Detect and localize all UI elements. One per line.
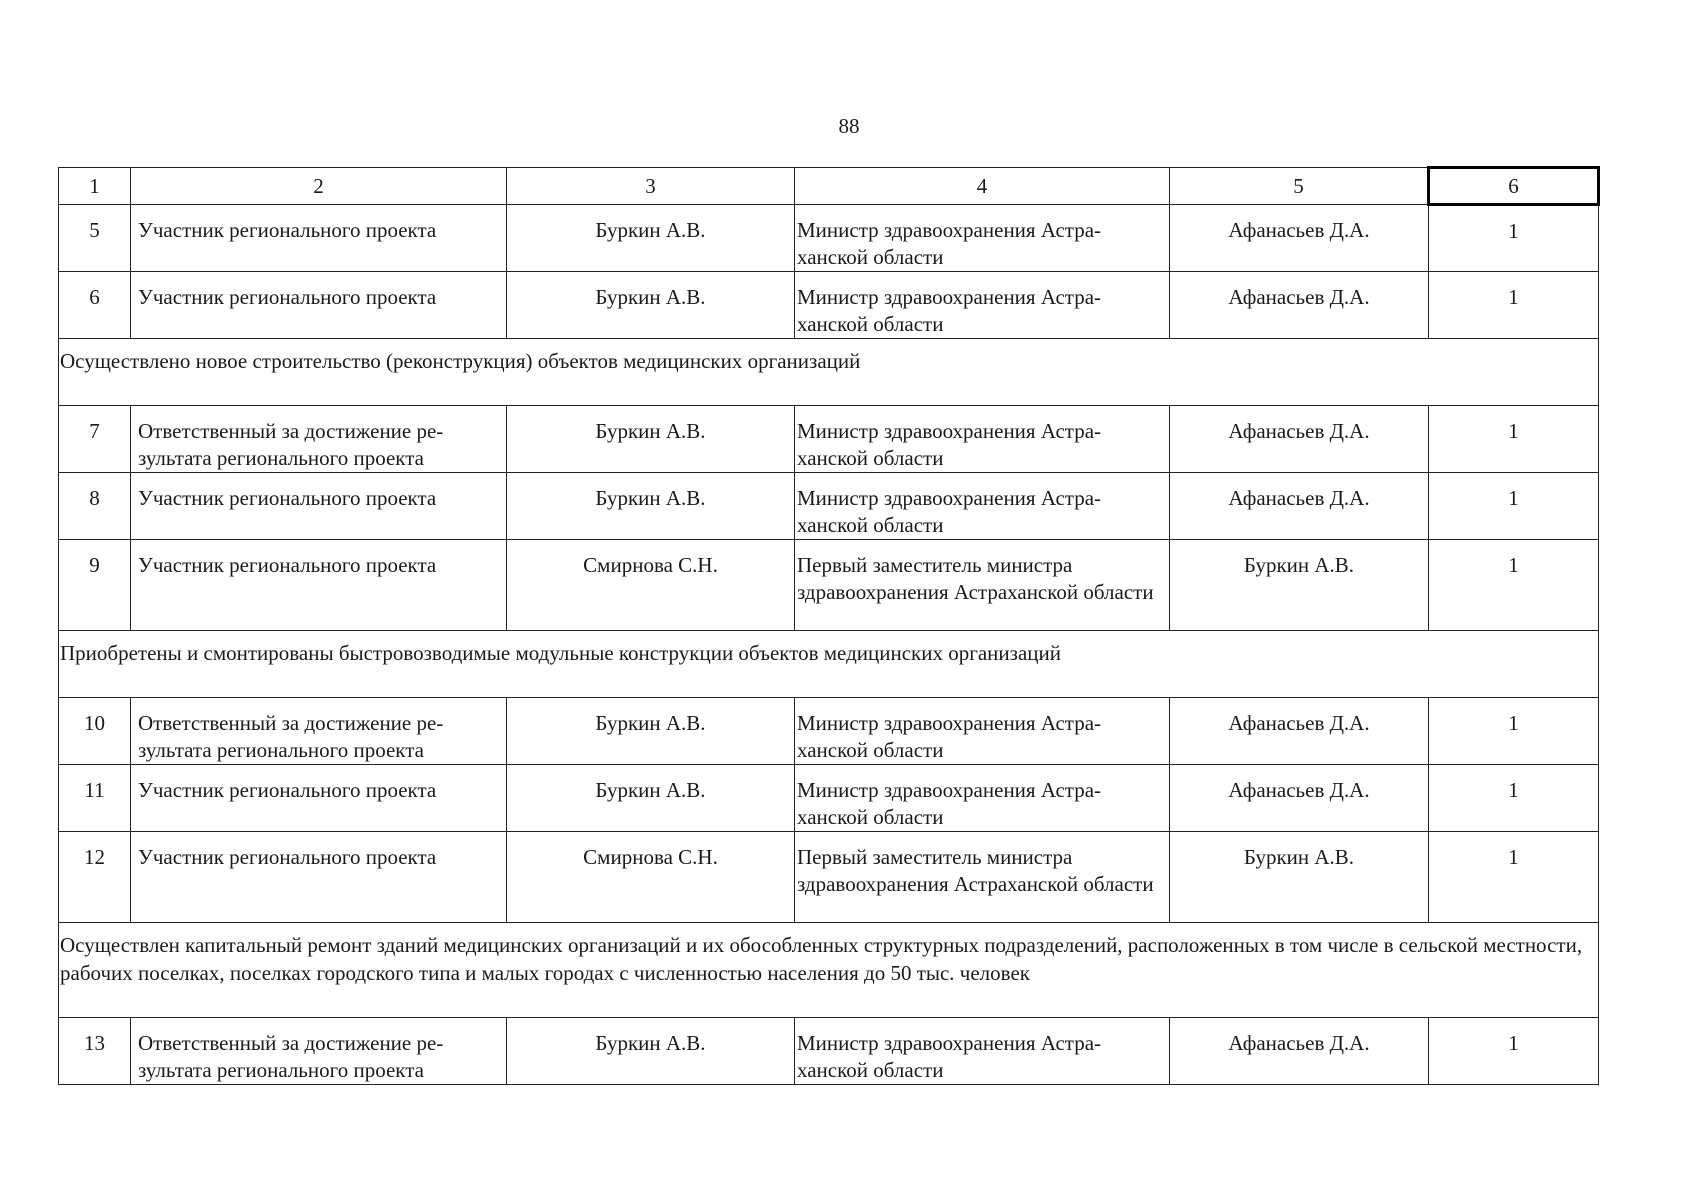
superior-cell: Афанасьев Д.А. bbox=[1170, 205, 1429, 272]
table-row bbox=[59, 473, 1599, 540]
superior-cell: Афанасьев Д.А. bbox=[1170, 1018, 1429, 1085]
header-cell-3: 3 bbox=[507, 168, 795, 205]
superior-cell: Буркин А.В. bbox=[1170, 540, 1429, 631]
table-row bbox=[59, 765, 1599, 832]
post-cell: Первый заместитель министра здравоохранения Астраханской области bbox=[795, 540, 1170, 631]
row-number: 11 bbox=[59, 765, 131, 832]
role-cell: Участник регионального проекта bbox=[131, 832, 507, 923]
role-cell: Участник регионального проекта bbox=[131, 765, 507, 832]
header-cell-6: 6 bbox=[1429, 168, 1599, 205]
row-number: 13 bbox=[59, 1018, 131, 1085]
person-cell: Буркин А.В. bbox=[507, 406, 795, 473]
value-cell: 1 bbox=[1429, 765, 1599, 832]
value-cell: 1 bbox=[1429, 406, 1599, 473]
role-cell: Ответственный за достижение ре-зультата регионального проекта bbox=[131, 698, 507, 765]
person-cell: Буркин А.В. bbox=[507, 698, 795, 765]
row-number: 8 bbox=[59, 473, 131, 540]
row-number: 6 bbox=[59, 272, 131, 339]
role-cell: Ответственный за достижение ре-зультата регионального проекта bbox=[131, 406, 507, 473]
value-cell: 1 bbox=[1429, 540, 1599, 631]
superior-cell: Буркин А.В. bbox=[1170, 832, 1429, 923]
superior-cell: Афанасьев Д.А. bbox=[1170, 406, 1429, 473]
superior-cell: Афанасьев Д.А. bbox=[1170, 765, 1429, 832]
value-cell: 1 bbox=[1429, 698, 1599, 765]
header-cell-1: 1 bbox=[59, 168, 131, 205]
table-row bbox=[59, 272, 1599, 339]
person-cell: Буркин А.В. bbox=[507, 765, 795, 832]
superior-cell: Афанасьев Д.А. bbox=[1170, 272, 1429, 339]
header-cell-4: 4 bbox=[795, 168, 1170, 205]
value-cell: 1 bbox=[1429, 473, 1599, 540]
role-cell: Участник регионального проекта bbox=[131, 205, 507, 272]
superior-cell: Афанасьев Д.А. bbox=[1170, 473, 1429, 540]
header-cell-2: 2 bbox=[131, 168, 507, 205]
role-cell: Участник регионального проекта bbox=[131, 540, 507, 631]
row-number: 12 bbox=[59, 832, 131, 923]
value-cell: 1 bbox=[1429, 205, 1599, 272]
person-cell: Буркин А.В. bbox=[507, 473, 795, 540]
post-cell: Министр здравоохранения Астра-ханской области bbox=[795, 698, 1170, 765]
section-heading: Осуществлен капитальный ремонт зданий медицинских организаций и их обособленных структурных подразделений, расположенных в том числе в сельской местности, рабочих поселках, поселках городского типа и малых городах с численностью населения до 50 тыс. человек bbox=[59, 923, 1599, 1018]
header-row bbox=[59, 168, 1599, 205]
value-cell: 1 bbox=[1429, 1018, 1599, 1085]
page-number: 88 bbox=[838, 114, 860, 138]
row-number: 7 bbox=[59, 406, 131, 473]
value-cell: 1 bbox=[1429, 832, 1599, 923]
post-cell: Министр здравоохранения Астра-ханской области bbox=[795, 205, 1170, 272]
section-row bbox=[59, 923, 1599, 1018]
role-cell: Участник регионального проекта bbox=[131, 473, 507, 540]
role-cell: Участник регионального проекта bbox=[131, 272, 507, 339]
row-number: 5 bbox=[59, 205, 131, 272]
role-cell: Ответственный за достижение ре-зультата регионального проекта bbox=[131, 1018, 507, 1085]
post-cell: Министр здравоохранения Астра-ханской области bbox=[795, 1018, 1170, 1085]
table-row bbox=[59, 1018, 1599, 1085]
section-row bbox=[59, 339, 1599, 406]
header-cell-5: 5 bbox=[1170, 168, 1429, 205]
row-number: 10 bbox=[59, 698, 131, 765]
table-row bbox=[59, 698, 1599, 765]
person-cell: Буркин А.В. bbox=[507, 272, 795, 339]
person-cell: Буркин А.В. bbox=[507, 1018, 795, 1085]
person-cell: Буркин А.В. bbox=[507, 205, 795, 272]
table-row bbox=[59, 406, 1599, 473]
person-cell: Смирнова С.Н. bbox=[507, 832, 795, 923]
value-cell: 1 bbox=[1429, 272, 1599, 339]
responsibility-table bbox=[58, 166, 1600, 1085]
section-row bbox=[59, 631, 1599, 698]
post-cell: Первый заместитель министра здравоохранения Астраханской области bbox=[795, 832, 1170, 923]
post-cell: Министр здравоохранения Астра-ханской области bbox=[795, 406, 1170, 473]
person-cell: Смирнова С.Н. bbox=[507, 540, 795, 631]
superior-cell: Афанасьев Д.А. bbox=[1170, 698, 1429, 765]
section-heading: Приобретены и смонтированы быстровозводимые модульные конструкции объектов медицинских организаций bbox=[59, 631, 1599, 698]
table-row bbox=[59, 205, 1599, 272]
post-cell: Министр здравоохранения Астра-ханской области bbox=[795, 473, 1170, 540]
post-cell: Министр здравоохранения Астра-ханской области bbox=[795, 272, 1170, 339]
section-heading: Осуществлено новое строительство (реконструкция) объектов медицинских организаций bbox=[59, 339, 1599, 406]
post-cell: Министр здравоохранения Астра-ханской области bbox=[795, 765, 1170, 832]
row-number: 9 bbox=[59, 540, 131, 631]
table-row bbox=[59, 832, 1599, 923]
table-row bbox=[59, 540, 1599, 631]
